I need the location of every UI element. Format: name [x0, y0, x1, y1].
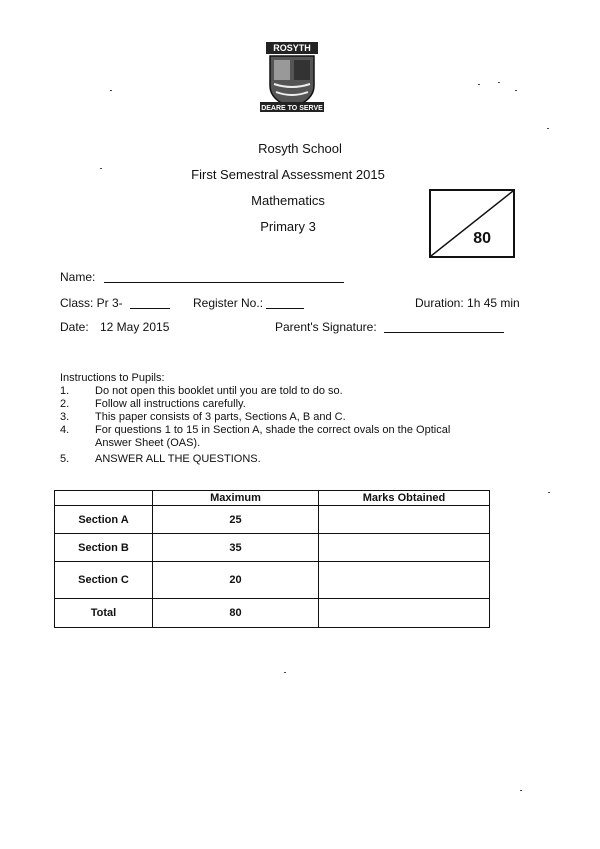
- duration-text: Duration: 1h 45 min: [415, 296, 520, 310]
- instruction-text: Do not open this booklet until you are told to do so.: [95, 385, 343, 397]
- school-crest-logo: [256, 40, 328, 116]
- table-row: [55, 599, 490, 628]
- instruction-item: [60, 385, 540, 398]
- score-box: [429, 189, 515, 258]
- scan-speck: [548, 492, 550, 493]
- level-title: Primary 3: [260, 219, 316, 234]
- instruction-number: 5.: [60, 453, 70, 465]
- instruction-text: This paper consists of 3 parts, Sections A, B and C.: [95, 411, 346, 423]
- marks-table: [54, 490, 490, 628]
- table-header-cell: [55, 491, 153, 506]
- scan-speck: [520, 790, 522, 791]
- register-field-line[interactable]: [266, 308, 304, 309]
- signature-field-line[interactable]: [384, 332, 504, 333]
- instruction-text: Follow all instructions carefully.: [95, 398, 246, 410]
- table-header-cell: Maximum: [153, 491, 319, 506]
- signature-label: Parent's Signature:: [275, 320, 377, 334]
- table-row: [55, 562, 490, 599]
- class-label: Class: Pr 3-: [60, 296, 123, 310]
- date-label: Date:: [60, 320, 89, 334]
- section-max: 25: [153, 506, 319, 534]
- section-max: 20: [153, 562, 319, 599]
- section-obtained[interactable]: [319, 562, 490, 599]
- class-field-line[interactable]: [130, 308, 170, 309]
- instruction-item: [60, 398, 540, 411]
- instruction-number: 4.: [60, 424, 70, 436]
- instruction-number: 2.: [60, 398, 70, 410]
- name-field-line[interactable]: [104, 282, 344, 283]
- subject-title: Mathematics: [251, 193, 325, 208]
- scan-speck: [478, 84, 480, 85]
- instruction-text: ANSWER ALL THE QUESTIONS.: [95, 453, 261, 465]
- section-obtained[interactable]: [319, 506, 490, 534]
- score-total: 80: [473, 230, 491, 247]
- table-header-row: [55, 491, 490, 506]
- section-name: Section B: [55, 534, 153, 562]
- date-value: 12 May 2015: [100, 320, 170, 334]
- school-name: Rosyth School: [258, 141, 342, 156]
- table-header-cell: Marks Obtained: [319, 491, 490, 506]
- table-row: [55, 506, 490, 534]
- section-name: Total: [55, 599, 153, 628]
- scan-speck: [515, 90, 517, 91]
- register-label: Register No.:: [193, 296, 264, 310]
- instruction-text: For questions 1 to 15 in Section A, shade the correct ovals on the Optical Answer Sheet (OAS).: [95, 424, 451, 449]
- instructions-title: Instructions to Pupils:: [60, 372, 165, 384]
- section-obtained[interactable]: [319, 599, 490, 628]
- instruction-item: [60, 411, 540, 424]
- section-max: 35: [153, 534, 319, 562]
- crest-motto: DEARE TO SERVE: [261, 105, 323, 112]
- instruction-item: [60, 424, 540, 450]
- scan-speck: [498, 82, 500, 83]
- section-max: 80: [153, 599, 319, 628]
- instruction-item: [60, 453, 540, 466]
- scan-speck: [110, 90, 112, 91]
- exam-title: First Semestral Assessment 2015: [191, 167, 385, 182]
- crest-banner-text: ROSYTH: [273, 43, 311, 53]
- section-obtained[interactable]: [319, 534, 490, 562]
- table-row: [55, 534, 490, 562]
- scan-speck: [547, 128, 549, 129]
- scan-speck: [284, 672, 286, 673]
- instruction-number: 1.: [60, 385, 70, 397]
- section-name: Section A: [55, 506, 153, 534]
- score-diagonal-icon: [431, 191, 513, 256]
- instruction-number: 3.: [60, 411, 70, 423]
- name-label: Name:: [60, 270, 96, 284]
- section-name: Section C: [55, 562, 153, 599]
- scan-speck: [100, 168, 102, 169]
